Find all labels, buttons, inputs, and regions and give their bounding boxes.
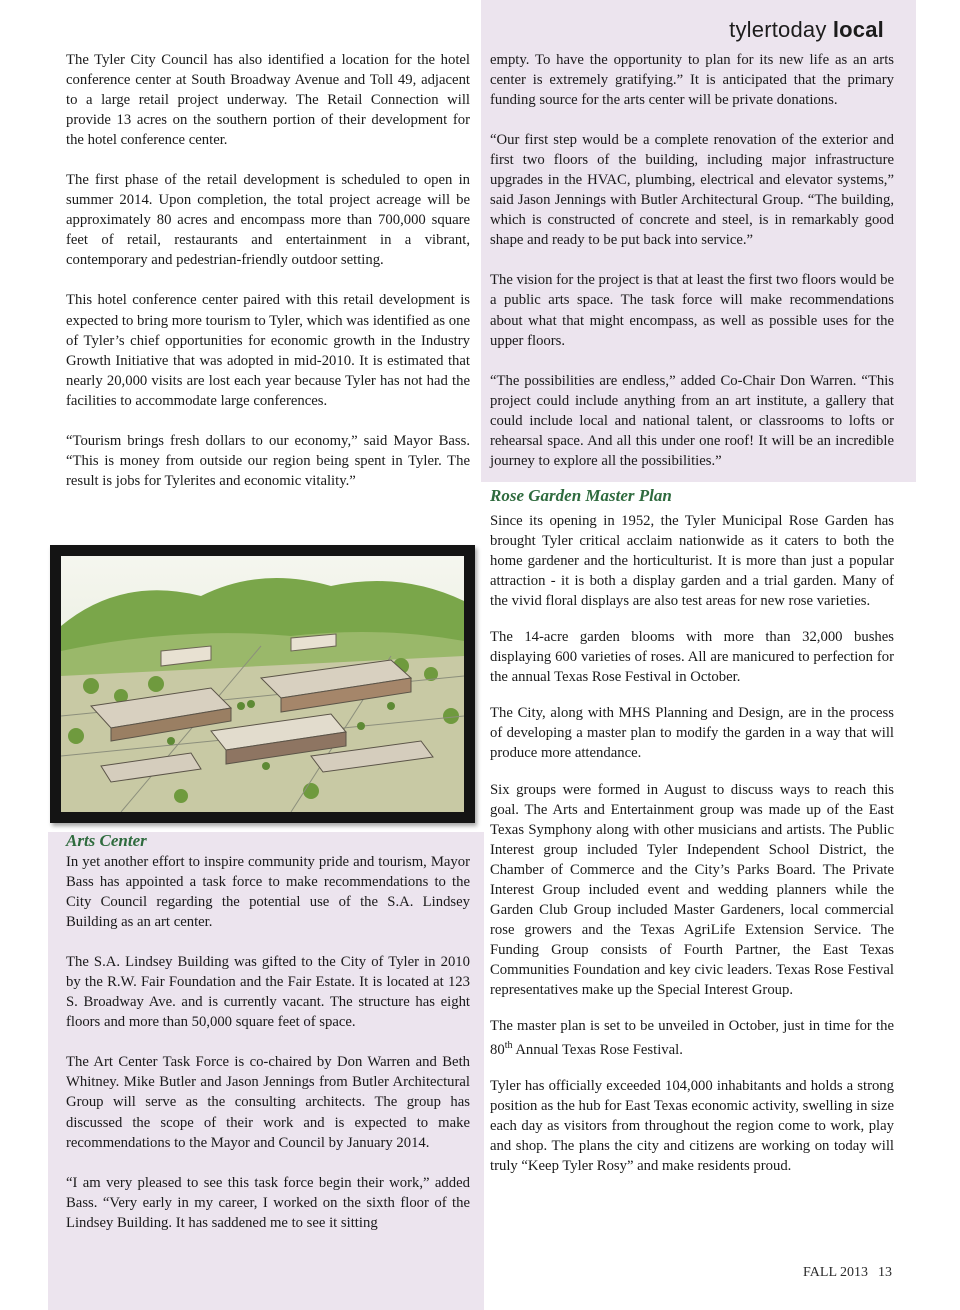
masthead	[729, 17, 884, 43]
page-number: 13	[878, 1265, 892, 1280]
text-run: The master plan is set to be unveiled in October, just in time for the 80	[490, 1018, 894, 1058]
masthead-section: local	[832, 17, 884, 42]
paragraph: The City, along with MHS Planning and Design, are in the process of developing a master plan to modify the garden in a way that will produce more attendance.	[490, 705, 894, 762]
column-right-top	[490, 50, 894, 491]
paragraph: The vision for the project is that at least the first two floors would be a public arts space. The task force will make recommendations about what that might encompass, as well as possible uses for the upper floors.	[490, 272, 894, 349]
paragraph: “The possibilities are endless,” added Co-Chair Don Warren. “This project could include anything from an art institute, a gallery that could include local and national talent, or classrooms to lofts or rehearsal space. And all this under one roof! It will be an incredible journey to explore all the possibilities.”	[490, 372, 894, 469]
paragraph: empty. To have the opportunity to plan for its new life as an arts center is extremely gratifying.” It is anticipated that the primary funding source for the arts center will be private donations.	[490, 52, 894, 109]
paragraph	[490, 1016, 894, 1060]
rendering-illustration	[50, 545, 475, 823]
retail-development-sketch	[61, 556, 464, 812]
page-footer	[803, 1265, 892, 1281]
heading-arts-center: Arts Center	[66, 831, 147, 850]
paragraph: “Our first step would be a complete renovation of the exterior and first two floors of the building, including major infrastructure upgrades in the HVAC, plumbing, electrical and elevator systems,” said Jason Jennings with Butler Architectural Group. “The building, which is constructed of concrete and steel, is in remarkably good shape and ready to be put back into service.”	[490, 132, 894, 249]
paragraph: “I am very pleased to see this task force begin their work,” added Bass. “Very early in my career, I worked on the sixth floor of the Lindsey Building. It has saddened me to see it sitting	[66, 1174, 470, 1231]
text-run: Annual Texas Rose Festival.	[512, 1041, 683, 1058]
column-right-bottom	[490, 511, 894, 1192]
masthead-brand: tylertoday	[729, 17, 827, 42]
heading-rose-garden: Rose Garden Master Plan	[490, 486, 672, 505]
paragraph: The Art Center Task Force is co-chaired by Don Warren and Beth Whitney. Mike Butler and Jason Jennings from Butler Architectural Group will serve as the consulting architects. The group has discussed the scope of their work and is expected to make recommendations to the Mayor and Council by January 2014.	[66, 1054, 470, 1151]
paragraph: This hotel conference center paired with this retail development is expected to bring more tourism to Tyler, which was identified as one of Tyler’s chief opportunities for economic growth in the Industry Growth Initiative that was adopted in mid-2010. It is estimated that nearly 20,000 visits are lost each year because Tyler has not had the facilities to accommodate large conferences.	[66, 292, 470, 409]
paragraph: The Tyler City Council has also identified a location for the hotel conference center at South Broadway Avenue and Toll 49, adjacent to a large retail project underway. The Retail Connection will provide 13 acres on the southern portion of their development for the hotel conference center.	[66, 52, 470, 149]
paragraph: In yet another effort to inspire community pride and tourism, Mayor Bass has appointed a task force to make recommendations to the City Council regarding the potential use of the S.A. Lindsey Building as an art center.	[66, 854, 470, 931]
paragraph: The S.A. Lindsey Building was gifted to the City of Tyler in 2010 by the R.W. Fair Foundation and the Fair Estate. It is located at 123 S. Broadway Ave. and is currently vacant. The structure has eight floors and more than 50,000 square feet of space.	[66, 954, 470, 1031]
paragraph: The first phase of the retail development is scheduled to open in summer 2014. Upon completion, the total project acreage will be approximately 80 acres and encompass more than 700,000 square feet of retail, restaurants and entertainment in a vibrant, contemporary and pedestrian-friendly outdoor setting.	[66, 172, 470, 269]
paragraph: “Tourism brings fresh dollars to our economy,” said Mayor Bass. “This is money from outside our region being spent in Tyler. The result is jobs for Tylerites and economic vitality.”	[66, 432, 470, 489]
column-left-bottom	[66, 852, 470, 1253]
column-left-top	[66, 50, 470, 511]
paragraph: Six groups were formed in August to discuss ways to reach this goal. The Arts and Entertainment group was made up of the East Texas Symphony along with other musicians and artists. The Public Interest group included Tyler Independent School District, the Chamber of Commerce and the City’s Parks Board. The Private Interest Group included event and wedding planners while the Garden Club Group included Master Gardeners, local commercial rose growers and the Texas AgriLife Extension Service. The Funding Group consists of Fourth Partner, the East Texas Communities Foundation and key civic leaders. Texas Rose Festival representatives make up the Special Interest Group.	[490, 781, 894, 998]
paragraph: Tyler has officially exceeded 104,000 inhabitants and holds a strong position as the hub for East Texas economic activity, swelling in size each day as visitors from throughout the region come to work, play and shop. The plans the city and citizens are working on today will truly “Keep Tyler Rosy” and make residents proud.	[490, 1078, 895, 1175]
paragraph: Since its opening in 1952, the Tyler Municipal Rose Garden has brought Tyler critical acclaim nationwide as it caters to both the home gardener and the horticulturist. It is more than just a popular attraction - it is both a display garden and a trial garden. Many of the vivid floral displays are also test areas for new rose varieties.	[490, 513, 894, 610]
issue-label: FALL 2013	[803, 1265, 868, 1280]
paragraph: The 14-acre garden blooms with more than 32,000 bushes displaying 600 varieties of roses. All are manicured to perfection for the annual Texas Rose Festival in October.	[490, 629, 894, 686]
superscript: th	[504, 1040, 513, 1052]
